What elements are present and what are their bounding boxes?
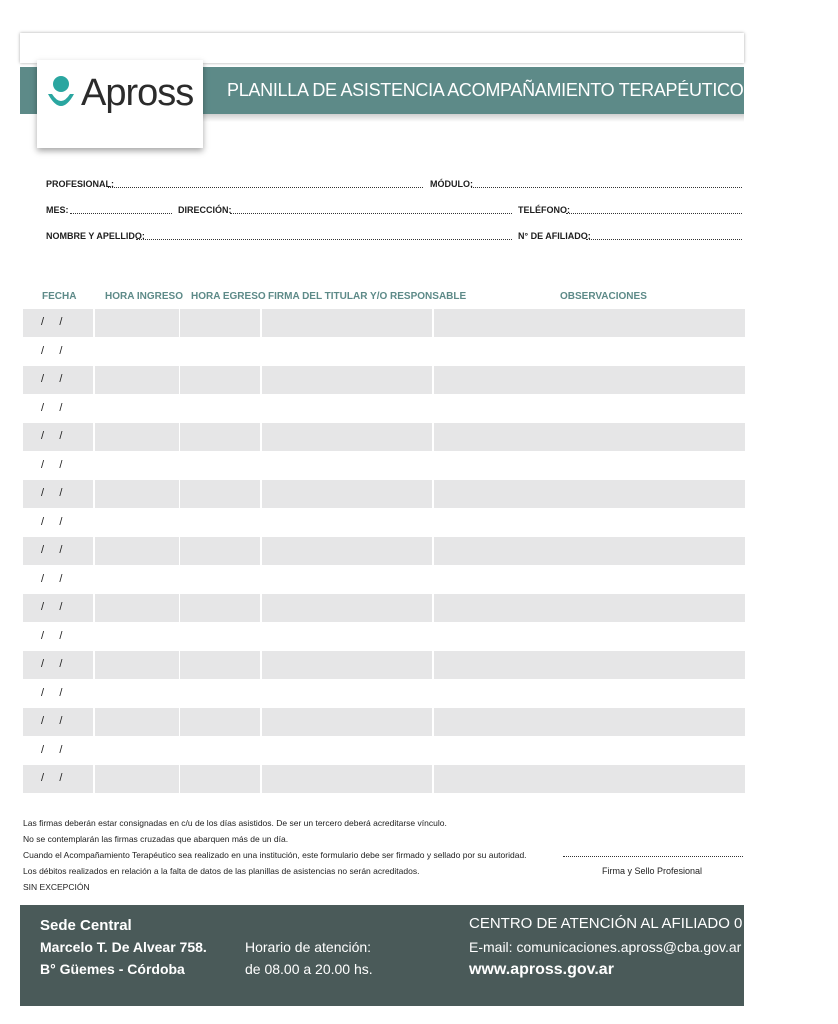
hora-ingreso-cell[interactable] (95, 309, 179, 337)
observaciones-cell[interactable] (434, 594, 745, 622)
firma-cell[interactable] (262, 651, 432, 679)
table-row (23, 480, 745, 508)
observaciones-cell[interactable] (434, 680, 745, 708)
observaciones-cell[interactable] (434, 452, 745, 480)
date-cell[interactable] (23, 594, 93, 622)
date-placeholder: / / (41, 715, 63, 727)
field-profesional-label: PROFESIONAL: (46, 179, 115, 189)
table-row (23, 395, 745, 423)
hora-ingreso-cell[interactable] (95, 566, 179, 594)
firma-cell[interactable] (262, 737, 432, 765)
table-row (23, 537, 745, 565)
table-row (23, 566, 745, 594)
logo (37, 60, 203, 148)
date-placeholder: / / (41, 373, 63, 385)
field-telefono-line[interactable] (566, 213, 742, 214)
observaciones-cell[interactable] (434, 737, 745, 765)
observaciones-cell[interactable] (434, 566, 745, 594)
firma-cell[interactable] (262, 708, 432, 736)
hora-ingreso-cell[interactable] (95, 338, 179, 366)
field-telefono-label: TELÉFONO: (518, 205, 570, 215)
firma-cell[interactable] (262, 480, 432, 508)
firma-cell[interactable] (262, 594, 432, 622)
firma-cell[interactable] (262, 623, 432, 651)
hora-ingreso-cell[interactable] (95, 366, 179, 394)
note-line: Las firmas deberán estar consignadas en c/u de los días asistidos. De ser un tercero deberá acreditarse vínculo. (23, 818, 447, 828)
date-placeholder: / / (41, 458, 63, 471)
footer-email[interactable]: E-mail: comunicaciones.apross@cba.gov.ar (469, 939, 742, 955)
date-cell[interactable] (23, 366, 93, 394)
date-cell[interactable] (23, 708, 93, 736)
date-placeholder: / / (41, 487, 63, 499)
header-observaciones: OBSERVACIONES (560, 291, 647, 302)
hora-egreso-cell[interactable] (180, 338, 260, 366)
hora-egreso-cell[interactable] (180, 395, 260, 423)
date-placeholder: / / (41, 316, 63, 328)
date-cell[interactable] (23, 338, 93, 366)
table-row (23, 594, 745, 622)
date-cell[interactable] (23, 537, 93, 565)
footer-centro: CENTRO DE ATENCIÓN AL AFILIADO 0 800 888 2776 (469, 915, 838, 932)
date-cell[interactable] (23, 480, 93, 508)
date-cell[interactable] (23, 423, 93, 451)
firma-cell[interactable] (262, 537, 432, 565)
field-afiliado-label: N° DE AFILIADO: (518, 231, 591, 241)
field-direccion-label: DIRECCIÓN: (178, 205, 232, 215)
date-placeholder: / / (41, 743, 63, 756)
hora-egreso-cell[interactable] (180, 537, 260, 565)
field-modulo-label: MÓDULO: (430, 179, 473, 189)
table-row (23, 708, 745, 736)
hora-egreso-cell[interactable] (180, 309, 260, 337)
hora-ingreso-cell[interactable] (95, 623, 179, 651)
observaciones-cell[interactable] (434, 509, 745, 537)
hora-egreso-cell[interactable] (180, 737, 260, 765)
page-title: PLANILLA DE ASISTENCIA ACOMPAÑAMIENTO TERAPÉUTICO (227, 80, 744, 100)
hora-egreso-cell[interactable] (180, 566, 260, 594)
hora-ingreso-cell[interactable] (95, 509, 179, 537)
hora-egreso-cell[interactable] (180, 452, 260, 480)
field-nombre-label: NOMBRE Y APELLIDO: (46, 231, 145, 241)
observaciones-cell[interactable] (434, 338, 745, 366)
footer (20, 905, 838, 1006)
field-direccion-line[interactable] (230, 213, 512, 214)
observaciones-cell[interactable] (434, 480, 745, 508)
date-placeholder: / / (41, 401, 63, 414)
date-cell[interactable] (23, 737, 93, 765)
date-placeholder: / / (41, 658, 63, 670)
signature-line[interactable] (563, 856, 743, 857)
table-row (23, 338, 745, 366)
table-row (23, 651, 745, 679)
apross-logo-icon (47, 74, 75, 114)
observaciones-cell[interactable] (434, 395, 745, 423)
hora-ingreso-cell[interactable] (95, 452, 179, 480)
hora-ingreso-cell[interactable] (95, 537, 179, 565)
firma-cell[interactable] (262, 509, 432, 537)
date-cell[interactable] (23, 765, 93, 793)
date-placeholder: / / (41, 686, 63, 699)
table-row (23, 366, 745, 394)
hora-ingreso-cell[interactable] (95, 594, 179, 622)
date-cell[interactable] (23, 680, 93, 708)
header-hora-ingreso: HORA INGRESO (105, 291, 183, 302)
date-cell[interactable] (23, 566, 93, 594)
field-afiliado-line[interactable] (586, 239, 742, 240)
table-row (23, 680, 745, 708)
observaciones-cell[interactable] (434, 708, 745, 736)
hora-egreso-cell[interactable] (180, 480, 260, 508)
date-placeholder: / / (41, 544, 63, 556)
observaciones-cell[interactable] (434, 651, 745, 679)
date-placeholder: / / (41, 515, 63, 528)
observaciones-cell[interactable] (434, 366, 745, 394)
date-placeholder: / / (41, 772, 63, 784)
firma-cell[interactable] (262, 338, 432, 366)
hora-ingreso-cell[interactable] (95, 395, 179, 423)
field-mes-line[interactable] (70, 213, 172, 214)
field-profesional-line[interactable] (108, 187, 423, 188)
observaciones-cell[interactable] (434, 623, 745, 651)
date-cell[interactable] (23, 509, 93, 537)
footer-horario-value: de 08.00 a 20.00 hs. (245, 961, 373, 977)
firma-cell[interactable] (262, 309, 432, 337)
hora-egreso-cell[interactable] (180, 623, 260, 651)
footer-web-link[interactable]: www.apross.gov.ar (469, 961, 614, 978)
date-cell[interactable] (23, 395, 93, 423)
firma-cell[interactable] (262, 566, 432, 594)
footer-address-2: B° Güemes - Córdoba (40, 961, 185, 977)
date-placeholder: / / (41, 629, 63, 642)
observaciones-cell[interactable] (434, 309, 745, 337)
footer-horario-label: Horario de atención: (245, 939, 372, 955)
firma-cell[interactable] (262, 395, 432, 423)
field-modulo-line[interactable] (471, 187, 742, 188)
note-line: No se contemplarán las firmas cruzadas que abarquen más de un día. (23, 834, 289, 844)
hora-egreso-cell[interactable] (180, 423, 260, 451)
note-line: Los débitos realizados en relación a la falta de datos de las planillas de asistencias no serán acreditados. (23, 866, 420, 876)
date-placeholder: / / (41, 430, 63, 442)
footer-address-1: Marcelo T. De Alvear 758. (40, 939, 207, 955)
hora-egreso-cell[interactable] (180, 708, 260, 736)
date-cell[interactable] (23, 651, 93, 679)
header-firma: FIRMA DEL TITULAR Y/O RESPONSABLE (268, 291, 467, 302)
observaciones-cell[interactable] (434, 765, 745, 793)
firma-cell[interactable] (262, 680, 432, 708)
firma-cell[interactable] (262, 366, 432, 394)
date-cell[interactable] (23, 452, 93, 480)
header-fecha: FECHA (42, 291, 77, 302)
note-line: SIN EXCEPCIÓN (23, 882, 90, 892)
table-row (23, 509, 745, 537)
hora-ingreso-cell[interactable] (95, 680, 179, 708)
note-line: Cuando el Acompañamiento Terapéutico sea realizado en una institución, este formulario debe ser firmado y sellado por su autoridad. (23, 850, 527, 860)
field-mes-label: MES: (46, 205, 69, 215)
band-shadow (203, 114, 744, 122)
signature-label: Firma y Sello Profesional (602, 866, 703, 876)
date-placeholder: / / (41, 601, 63, 613)
field-nombre-line[interactable] (136, 239, 512, 240)
hora-ingreso-cell[interactable] (95, 737, 179, 765)
firma-cell[interactable] (262, 452, 432, 480)
footer-sede-title: Sede Central (40, 917, 132, 934)
hora-ingreso-cell[interactable] (95, 765, 179, 793)
date-cell[interactable] (23, 309, 93, 337)
table-row (23, 452, 745, 480)
hora-ingreso-cell[interactable] (95, 708, 179, 736)
hora-egreso-cell[interactable] (180, 765, 260, 793)
hora-egreso-cell[interactable] (180, 651, 260, 679)
table-row (23, 623, 745, 651)
date-placeholder: / / (41, 344, 63, 357)
date-placeholder: / / (41, 572, 63, 585)
table-row (23, 423, 745, 451)
hora-egreso-cell[interactable] (180, 366, 260, 394)
header-hora-egreso: HORA EGRESO (191, 291, 266, 302)
hora-egreso-cell[interactable] (180, 509, 260, 537)
hora-ingreso-cell[interactable] (95, 423, 179, 451)
logo-text: Apross (81, 72, 194, 114)
hora-ingreso-cell[interactable] (95, 651, 179, 679)
firma-cell[interactable] (262, 765, 432, 793)
hora-ingreso-cell[interactable] (95, 480, 179, 508)
date-cell[interactable] (23, 623, 93, 651)
table-row (23, 309, 745, 337)
top-frame (20, 33, 744, 63)
hora-egreso-cell[interactable] (180, 594, 260, 622)
hora-egreso-cell[interactable] (180, 680, 260, 708)
observaciones-cell[interactable] (434, 537, 745, 565)
firma-cell[interactable] (262, 423, 432, 451)
observaciones-cell[interactable] (434, 423, 745, 451)
table-row (23, 765, 745, 793)
table-row (23, 737, 745, 765)
